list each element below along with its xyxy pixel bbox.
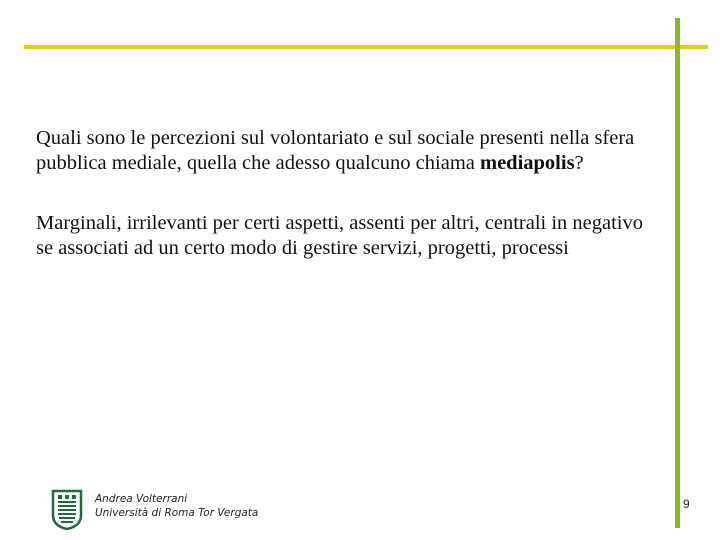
top-accent-line [24,45,708,49]
page-number: 9 [683,497,690,511]
footer-credits [95,493,258,520]
footer-author: Andrea Volterrani [95,493,188,505]
question-text: Quali sono le percezioni sul volontariato e sul sociale presenti nella sfera pubblica mediale, quella che adesso qualcuno chiama [36,127,635,174]
question-mark: ? [574,151,584,174]
slide-body [36,126,656,260]
university-logo-icon [50,488,84,530]
question-paragraph [36,126,656,175]
question-bold-term: mediapolis [480,151,575,174]
footer-university: Università di Roma Tor Vergata [95,506,259,519]
right-accent-line [675,18,680,528]
answer-paragraph: Marginali, irrilevanti per certi aspetti, assenti per altri, centrali in negativo se associati ad un certo modo di gestire servizi, progetti, processi [36,212,644,259]
